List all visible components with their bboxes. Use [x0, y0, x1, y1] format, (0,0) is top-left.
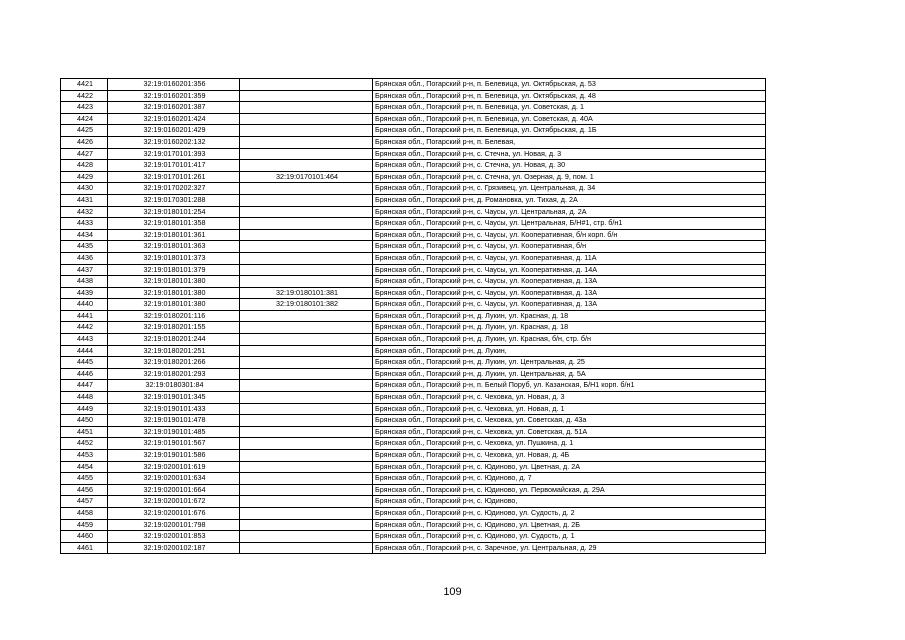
cadastral-number-cell: 32:19:0180101:358: [108, 218, 240, 230]
related-cadastral-number-cell: [240, 484, 373, 496]
table-row: [61, 148, 766, 160]
cadastral-number-cell: 32:19:0180101:254: [108, 206, 240, 218]
address-cell: Брянская обл., Погарский р-н, д. Лукин,: [373, 345, 766, 357]
row-number-cell: 4449: [61, 403, 108, 415]
address-cell: Брянская обл., Погарский р-н, с. Чаусы, ул. Кооперативная, д. 13А: [373, 287, 766, 299]
address-cell: Брянская обл., Погарский р-н, с. Чеховка, ул. Пушкина, д. 1: [373, 438, 766, 450]
table-row: [61, 357, 766, 369]
related-cadastral-number-cell: [240, 357, 373, 369]
cadastral-number-cell: 32:19:0180101:380: [108, 276, 240, 288]
table-row: [61, 473, 766, 485]
address-cell: Брянская обл., Погарский р-н, с. Чаусы, ул. Кооперативная, д. 11А: [373, 252, 766, 264]
table-row: [61, 438, 766, 450]
cadastral-number-cell: 32:19:0170301:288: [108, 194, 240, 206]
related-cadastral-number-cell: [240, 531, 373, 543]
row-number-cell: 4424: [61, 113, 108, 125]
row-number-cell: 4461: [61, 542, 108, 554]
related-cadastral-number-cell: [240, 322, 373, 334]
table-row: [61, 542, 766, 554]
cadastral-number-cell: 32:19:0180201:244: [108, 334, 240, 346]
cadastral-number-cell: 32:19:0180201:293: [108, 368, 240, 380]
related-cadastral-number-cell: [240, 148, 373, 160]
row-number-cell: 4430: [61, 183, 108, 195]
row-number-cell: 4427: [61, 148, 108, 160]
table-row: [61, 136, 766, 148]
table-row: [61, 229, 766, 241]
address-cell: Брянская обл., Погарский р-н, с. Чеховка, ул. Новая, д. 1: [373, 403, 766, 415]
related-cadastral-number-cell: [240, 183, 373, 195]
related-cadastral-number-cell: [240, 218, 373, 230]
row-number-cell: 4439: [61, 287, 108, 299]
related-cadastral-number-cell: [240, 160, 373, 172]
row-number-cell: 4455: [61, 473, 108, 485]
table-row: [61, 206, 766, 218]
related-cadastral-number-cell: [240, 229, 373, 241]
cadastral-number-cell: 32:19:0180201:116: [108, 310, 240, 322]
table-row: [61, 171, 766, 183]
address-cell: Брянская обл., Погарский р-н, с. Чаусы, ул. Кооперативная, д. 14А: [373, 264, 766, 276]
cadastral-number-cell: 32:19:0200101:853: [108, 531, 240, 543]
address-cell: Брянская обл., Погарский р-н, с. Юдиново, ул. Цветная, д. 2Б: [373, 519, 766, 531]
row-number-cell: 4422: [61, 90, 108, 102]
related-cadastral-number-cell: [240, 496, 373, 508]
table-row: [61, 531, 766, 543]
address-cell: Брянская обл., Погарский р-н, д. Лукин, ул. Красная, б/н, стр. б/н: [373, 334, 766, 346]
related-cadastral-number-cell: [240, 507, 373, 519]
address-cell: Брянская обл., Погарский р-н, п. Белевица, ул. Октябрьская, д. 48: [373, 90, 766, 102]
cadastral-number-cell: 32:19:0160202:132: [108, 136, 240, 148]
row-number-cell: 4431: [61, 194, 108, 206]
related-cadastral-number-cell: 32:19:0180101:382: [240, 299, 373, 311]
table-row: [61, 345, 766, 357]
related-cadastral-number-cell: [240, 276, 373, 288]
related-cadastral-number-cell: [240, 415, 373, 427]
related-cadastral-number-cell: [240, 368, 373, 380]
table-row: [61, 218, 766, 230]
table-body: [61, 79, 766, 554]
related-cadastral-number-cell: [240, 264, 373, 276]
cadastral-number-cell: 32:19:0190101:586: [108, 450, 240, 462]
address-cell: Брянская обл., Погарский р-н, д. Лукин, ул. Центральная, д. 25: [373, 357, 766, 369]
row-number-cell: 4432: [61, 206, 108, 218]
row-number-cell: 4445: [61, 357, 108, 369]
address-cell: Брянская обл., Погарский р-н, с. Заречное, ул. Центральная, д. 29: [373, 542, 766, 554]
table-row: [61, 334, 766, 346]
row-number-cell: 4447: [61, 380, 108, 392]
related-cadastral-number-cell: [240, 252, 373, 264]
cadastral-number-cell: 32:19:0180101:379: [108, 264, 240, 276]
related-cadastral-number-cell: [240, 403, 373, 415]
row-number-cell: 4451: [61, 426, 108, 438]
table-row: [61, 403, 766, 415]
property-register-table: [60, 78, 766, 554]
related-cadastral-number-cell: [240, 392, 373, 404]
row-number-cell: 4453: [61, 450, 108, 462]
table-row: [61, 183, 766, 195]
table-row: [61, 310, 766, 322]
row-number-cell: 4421: [61, 79, 108, 91]
table-row: [61, 79, 766, 91]
address-cell: Брянская обл., Погарский р-н, с. Юдиново, ул. Судость, д. 1: [373, 531, 766, 543]
related-cadastral-number-cell: [240, 334, 373, 346]
related-cadastral-number-cell: [240, 450, 373, 462]
row-number-cell: 4450: [61, 415, 108, 427]
related-cadastral-number-cell: [240, 519, 373, 531]
table-row: [61, 519, 766, 531]
address-cell: Брянская обл., Погарский р-н, с. Чаусы, ул. Кооперативная, б/н: [373, 241, 766, 253]
table-row: [61, 392, 766, 404]
cadastral-number-cell: 32:19:0190101:433: [108, 403, 240, 415]
cadastral-number-cell: 32:19:0180101:380: [108, 287, 240, 299]
row-number-cell: 4429: [61, 171, 108, 183]
cadastral-number-cell: 32:19:0190101:485: [108, 426, 240, 438]
cadastral-number-cell: 32:19:0180101:361: [108, 229, 240, 241]
cadastral-number-cell: 32:19:0160201:424: [108, 113, 240, 125]
address-cell: Брянская обл., Погарский р-н, с. Стечна, ул. Новая, д. 30: [373, 160, 766, 172]
address-cell: Брянская обл., Погарский р-н, с. Юдиново,: [373, 496, 766, 508]
cadastral-number-cell: 32:19:0170101:393: [108, 148, 240, 160]
table-row: [61, 380, 766, 392]
row-number-cell: 4436: [61, 252, 108, 264]
row-number-cell: 4452: [61, 438, 108, 450]
related-cadastral-number-cell: [240, 438, 373, 450]
row-number-cell: 4442: [61, 322, 108, 334]
address-cell: Брянская обл., Погарский р-н, с. Юдиново, ул. Судость, д. 2: [373, 507, 766, 519]
cadastral-number-cell: 32:19:0190101:567: [108, 438, 240, 450]
address-cell: Брянская обл., Погарский р-н, п. Белевая,: [373, 136, 766, 148]
related-cadastral-number-cell: [240, 113, 373, 125]
cadastral-number-cell: 32:19:0170101:417: [108, 160, 240, 172]
row-number-cell: 4434: [61, 229, 108, 241]
cadastral-number-cell: 32:19:0180101:363: [108, 241, 240, 253]
cadastral-number-cell: 32:19:0200101:798: [108, 519, 240, 531]
table-row: [61, 415, 766, 427]
row-number-cell: 4454: [61, 461, 108, 473]
cadastral-number-cell: 32:19:0200101:672: [108, 496, 240, 508]
related-cadastral-number-cell: [240, 426, 373, 438]
row-number-cell: 4433: [61, 218, 108, 230]
row-number-cell: 4435: [61, 241, 108, 253]
table-row: [61, 194, 766, 206]
row-number-cell: 4444: [61, 345, 108, 357]
address-cell: Брянская обл., Погарский р-н, п. Белевица, ул. Советская, д. 1: [373, 102, 766, 114]
table-row: [61, 287, 766, 299]
row-number-cell: 4441: [61, 310, 108, 322]
row-number-cell: 4458: [61, 507, 108, 519]
related-cadastral-number-cell: [240, 136, 373, 148]
row-number-cell: 4423: [61, 102, 108, 114]
cadastral-number-cell: 32:19:0190101:478: [108, 415, 240, 427]
table-row: [61, 160, 766, 172]
cadastral-number-cell: 32:19:0180201:266: [108, 357, 240, 369]
cadastral-number-cell: 32:19:0180101:373: [108, 252, 240, 264]
address-cell: Брянская обл., Погарский р-н, с. Чаусы, ул. Центральная, д. 2А: [373, 206, 766, 218]
address-cell: Брянская обл., Погарский р-н, с. Чаусы, ул. Кооперативная, д. 13А: [373, 276, 766, 288]
cadastral-number-cell: 32:19:0200102:187: [108, 542, 240, 554]
row-number-cell: 4456: [61, 484, 108, 496]
cadastral-number-cell: 32:19:0170202:327: [108, 183, 240, 195]
cadastral-number-cell: 32:19:0170101:261: [108, 171, 240, 183]
table-row: [61, 450, 766, 462]
table-row: [61, 276, 766, 288]
related-cadastral-number-cell: [240, 90, 373, 102]
related-cadastral-number-cell: [240, 345, 373, 357]
row-number-cell: 4446: [61, 368, 108, 380]
address-cell: Брянская обл., Погарский р-н, п. Белевица, ул. Октябрьская, д. 53: [373, 79, 766, 91]
table-row: [61, 90, 766, 102]
table-row: [61, 252, 766, 264]
row-number-cell: 4459: [61, 519, 108, 531]
cadastral-number-cell: 32:19:0180201:251: [108, 345, 240, 357]
related-cadastral-number-cell: [240, 206, 373, 218]
table-row: [61, 299, 766, 311]
cadastral-number-cell: 32:19:0200101:634: [108, 473, 240, 485]
cadastral-number-cell: 32:19:0200101:619: [108, 461, 240, 473]
related-cadastral-number-cell: 32:19:0170101:464: [240, 171, 373, 183]
table-row: [61, 102, 766, 114]
address-cell: Брянская обл., Погарский р-н, с. Чеховка, ул. Новая, д. 4Б: [373, 450, 766, 462]
table-row: [61, 368, 766, 380]
cadastral-number-cell: 32:19:0160201:429: [108, 125, 240, 137]
related-cadastral-number-cell: [240, 241, 373, 253]
cadastral-number-cell: 32:19:0180201:155: [108, 322, 240, 334]
related-cadastral-number-cell: [240, 79, 373, 91]
table-row: [61, 461, 766, 473]
table-row: [61, 426, 766, 438]
address-cell: Брянская обл., Погарский р-н, д. Лукин, ул. Центральная, д. 5А: [373, 368, 766, 380]
cadastral-number-cell: 32:19:0160201:359: [108, 90, 240, 102]
row-number-cell: 4457: [61, 496, 108, 508]
address-cell: Брянская обл., Погарский р-н, с. Юдиново, д. 7: [373, 473, 766, 485]
table-row: [61, 484, 766, 496]
address-cell: Брянская обл., Погарский р-н, п. Белый Поруб, ул. Казанская, Б/Н1 корп. б/н1: [373, 380, 766, 392]
row-number-cell: 4428: [61, 160, 108, 172]
cadastral-number-cell: 32:19:0160201:387: [108, 102, 240, 114]
address-cell: Брянская обл., Погарский р-н, д. Романовка, ул. Тихая, д. 2А: [373, 194, 766, 206]
cadastral-number-cell: 32:19:0190101:345: [108, 392, 240, 404]
address-cell: Брянская обл., Погарский р-н, п. Белевица, ул. Советская, д. 40А: [373, 113, 766, 125]
related-cadastral-number-cell: [240, 542, 373, 554]
table-row: [61, 507, 766, 519]
row-number-cell: 4440: [61, 299, 108, 311]
address-cell: Брянская обл., Погарский р-н, с. Стечна, ул. Озерная, д. 9, пом. 1: [373, 171, 766, 183]
address-cell: Брянская обл., Погарский р-н, д. Лукин, ул. Красная, д. 18: [373, 322, 766, 334]
address-cell: Брянская обл., Погарский р-н, с. Чаусы, ул. Центральная, Б/Н#1, стр. б/н1: [373, 218, 766, 230]
cadastral-number-cell: 32:19:0200101:676: [108, 507, 240, 519]
address-cell: Брянская обл., Погарский р-н, с. Юдиново, ул. Первомайская, д. 29А: [373, 484, 766, 496]
address-cell: Брянская обл., Погарский р-н, д. Лукин, ул. Красная, д. 18: [373, 310, 766, 322]
table-row: [61, 496, 766, 508]
row-number-cell: 4448: [61, 392, 108, 404]
related-cadastral-number-cell: [240, 194, 373, 206]
address-cell: Брянская обл., Погарский р-н, с. Чаусы, ул. Кооперативная, д. 13А: [373, 299, 766, 311]
address-cell: Брянская обл., Погарский р-н, с. Чеховка, ул. Советская, д. 43а: [373, 415, 766, 427]
cadastral-number-cell: 32:19:0180101:380: [108, 299, 240, 311]
address-cell: Брянская обл., Погарский р-н, с. Чеховка, ул. Новая, д. 3: [373, 392, 766, 404]
related-cadastral-number-cell: [240, 380, 373, 392]
page-number: 109: [443, 586, 462, 598]
table-row: [61, 125, 766, 137]
cadastral-number-cell: 32:19:0180301:84: [108, 380, 240, 392]
address-cell: Брянская обл., Погарский р-н, с. Стечна, ул. Новая, д. 3: [373, 148, 766, 160]
address-cell: Брянская обл., Погарский р-н, с. Чеховка, ул. Советская, д. 51А: [373, 426, 766, 438]
related-cadastral-number-cell: [240, 473, 373, 485]
cadastral-number-cell: 32:19:0200101:664: [108, 484, 240, 496]
row-number-cell: 4438: [61, 276, 108, 288]
related-cadastral-number-cell: 32:19:0180101:381: [240, 287, 373, 299]
row-number-cell: 4437: [61, 264, 108, 276]
address-cell: Брянская обл., Погарский р-н, с. Юдиново, ул. Цветная, д. 2А: [373, 461, 766, 473]
table-row: [61, 241, 766, 253]
row-number-cell: 4425: [61, 125, 108, 137]
table-row: [61, 113, 766, 125]
related-cadastral-number-cell: [240, 102, 373, 114]
table-row: [61, 264, 766, 276]
row-number-cell: 4460: [61, 531, 108, 543]
cadastral-number-cell: 32:19:0160201:356: [108, 79, 240, 91]
related-cadastral-number-cell: [240, 125, 373, 137]
row-number-cell: 4443: [61, 334, 108, 346]
table-row: [61, 322, 766, 334]
related-cadastral-number-cell: [240, 461, 373, 473]
related-cadastral-number-cell: [240, 310, 373, 322]
address-cell: Брянская обл., Погарский р-н, п. Белевица, ул. Октябрьская, д. 1Б: [373, 125, 766, 137]
row-number-cell: 4426: [61, 136, 108, 148]
address-cell: Брянская обл., Погарский р-н, с. Чаусы, ул. Кооперативная, б/н корп. б/н: [373, 229, 766, 241]
address-cell: Брянская обл., Погарский р-н, с. Грязивец, ул. Центральная, д. 34: [373, 183, 766, 195]
